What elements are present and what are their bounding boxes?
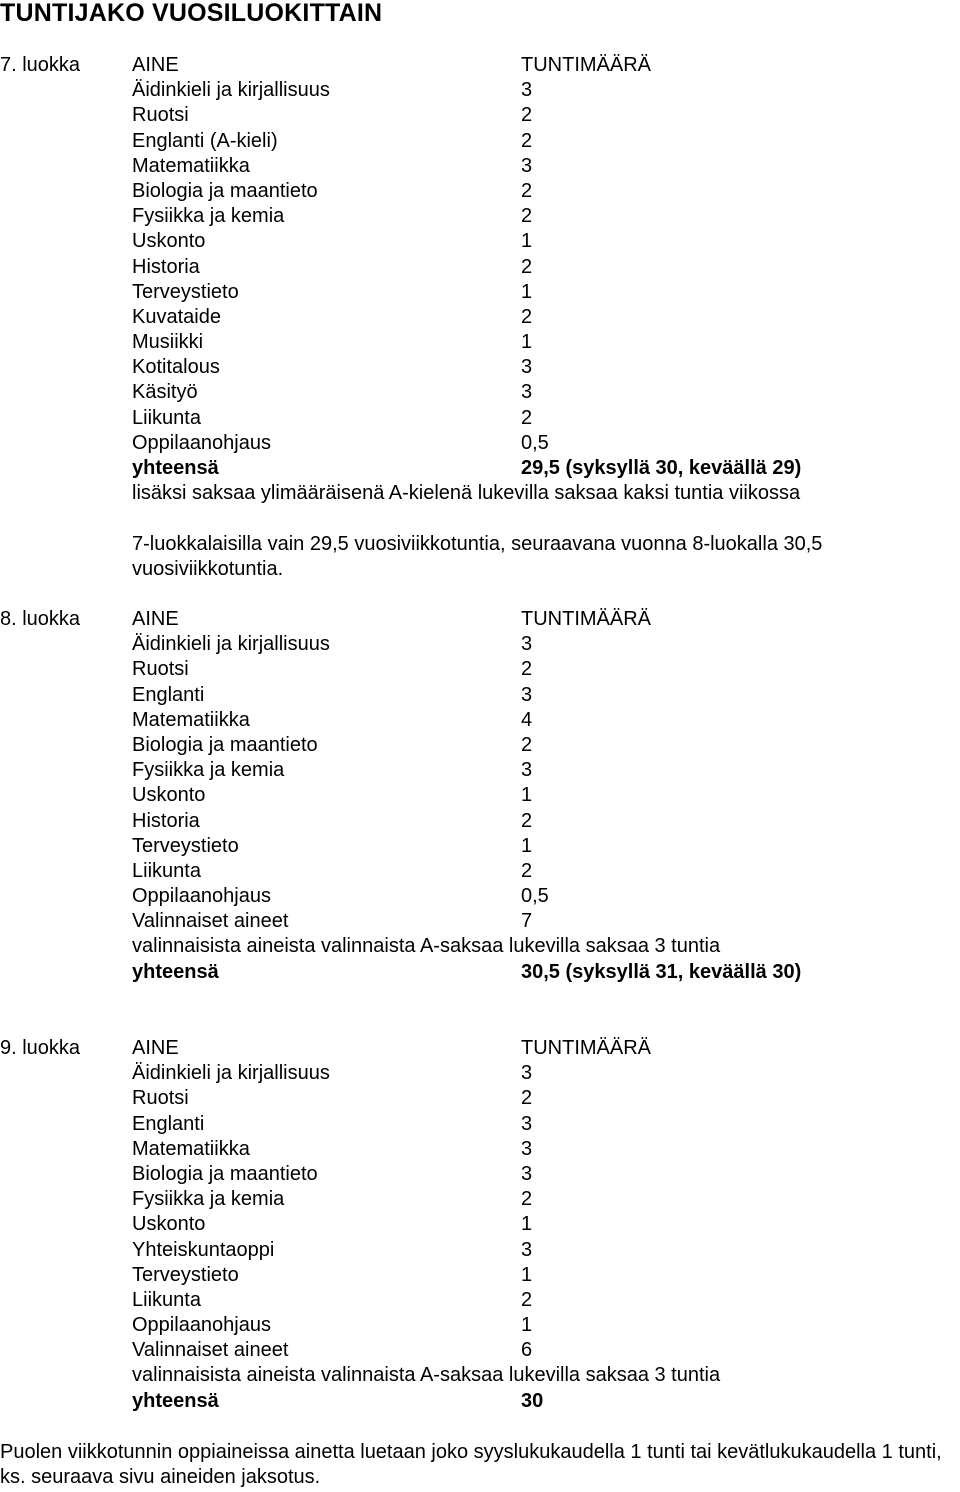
subject-hours: 2: [521, 305, 533, 328]
subject-name: Ruotsi: [132, 1087, 189, 1110]
grade-label: 8. luokka: [0, 608, 81, 630]
subject-row: [0, 809, 960, 834]
subject-name: Terveystieto: [132, 1263, 239, 1286]
subject-name: Liikunta: [132, 1288, 201, 1311]
subject-name: Oppilaanohjaus: [132, 431, 271, 454]
subject-hours: 6: [521, 1339, 533, 1362]
subject-hours: 3: [521, 1137, 533, 1160]
subject-name: Valinnaiset aineet: [132, 910, 289, 933]
subject-hours: 3: [521, 633, 533, 656]
header-row: [0, 53, 960, 78]
subject-row: [0, 909, 960, 934]
subject-hours: 1: [521, 230, 533, 253]
total-label: yhteensä: [132, 457, 219, 479]
subject-hours: 3: [521, 356, 533, 379]
subject-hours: 3: [521, 154, 533, 177]
subject-row: [0, 380, 960, 405]
subject-row: [0, 1137, 960, 1162]
subject-row: [0, 1162, 960, 1187]
subject-hours: 2: [521, 658, 533, 681]
subject-row: [0, 632, 960, 657]
subject-name: Uskonto: [132, 1213, 206, 1236]
subject-row: [0, 783, 960, 808]
column-header-hours: TUNTIMÄÄRÄ: [521, 1037, 651, 1059]
column-header-subject: AINE: [132, 1037, 179, 1059]
grade-label: 7. luokka: [0, 54, 81, 76]
subject-name: Terveystieto: [132, 280, 239, 303]
total-label: yhteensä: [132, 1389, 219, 1412]
subject-name: Matematiikka: [132, 1137, 250, 1160]
column-header-subject: AINE: [132, 54, 179, 76]
header-row: [0, 607, 960, 632]
subject-row: [0, 1313, 960, 1338]
subject-row: [0, 683, 960, 708]
subject-name: Liikunta: [132, 406, 201, 429]
subject-hours: 2: [521, 104, 533, 127]
subject-row: [0, 103, 960, 128]
total-row: [0, 456, 960, 481]
subject-row: [0, 431, 960, 456]
subject-name: Musiikki: [132, 331, 204, 354]
subject-name: Fysiikka ja kemia: [132, 759, 285, 782]
subject-name: Historia: [132, 809, 200, 832]
subject-row: [0, 229, 960, 254]
subject-hours: 1: [521, 331, 533, 354]
subject-row: [0, 884, 960, 909]
subject-name: Oppilaanohjaus: [132, 1314, 271, 1337]
column-header-hours: TUNTIMÄÄRÄ: [521, 608, 651, 630]
subject-name: Historia: [132, 255, 200, 278]
subject-row: [0, 733, 960, 758]
subject-name: Fysiikka ja kemia: [132, 1188, 285, 1211]
column-header-hours: TUNTIMÄÄRÄ: [521, 54, 651, 76]
footer-note: Puolen viikkotunnin oppiaineissa ainetta luetaan joko syyslukukaudella 1 tunti tai kevätlukukaudella 1 tunti, ks. seuraava sivu aineiden jaksotus.: [0, 1441, 942, 1488]
subject-row: [0, 355, 960, 380]
subject-hours: 1: [521, 834, 533, 857]
subject-name: Matematiikka: [132, 154, 250, 177]
subject-hours: 2: [521, 809, 533, 832]
subject-row: [0, 1238, 960, 1263]
note-text: lisäksi saksaa ylimääräisenä A-kielenä lukevilla saksaa kaksi tuntia viikossa: [132, 482, 801, 505]
note-row: [0, 1363, 960, 1388]
subject-row: [0, 859, 960, 884]
subject-row: [0, 1112, 960, 1137]
total-label: yhteensä: [132, 960, 219, 983]
subject-name: Valinnaiset aineet: [132, 1339, 289, 1362]
subject-name: Kuvataide: [132, 305, 221, 328]
subject-row: [0, 179, 960, 204]
total-row: [0, 1389, 960, 1414]
grade-9-section: [0, 1036, 960, 1414]
subject-row: [0, 1212, 960, 1237]
subject-row: [0, 1338, 960, 1363]
total-value: 29,5 (syksyllä 30, keväällä 29): [521, 457, 802, 479]
total-value: 30: [521, 1389, 544, 1412]
subject-hours: 1: [521, 1314, 533, 1337]
subject-row: [0, 255, 960, 280]
subject-hours: 3: [521, 683, 533, 706]
subject-name: Biologia ja maantieto: [132, 733, 318, 756]
subject-name: Yhteiskuntaoppi: [132, 1238, 275, 1261]
subject-name: Käsityö: [132, 381, 198, 404]
subject-row: [0, 78, 960, 103]
subject-name: Englanti: [132, 1112, 205, 1135]
total-row: [0, 960, 960, 985]
subject-hours: 2: [521, 859, 533, 882]
grade-label: 9. luokka: [0, 1037, 81, 1059]
note-text: valinnaisista aineista valinnaista A-saksaa lukevilla saksaa 3 tuntia: [132, 935, 721, 958]
subject-row: [0, 280, 960, 305]
subject-hours: 7: [521, 910, 533, 933]
subject-hours: 3: [521, 381, 533, 404]
subject-name: Ruotsi: [132, 104, 189, 127]
subject-name: Englanti (A-kieli): [132, 129, 278, 152]
note-row: [0, 934, 960, 959]
note-row: [0, 557, 960, 582]
subject-name: Ruotsi: [132, 658, 189, 681]
subject-hours: 3: [521, 1238, 533, 1261]
subject-row: [0, 204, 960, 229]
header-row: [0, 1036, 960, 1061]
subject-name: Biologia ja maantieto: [132, 1162, 318, 1185]
subject-row: [0, 1061, 960, 1086]
subject-name: Uskonto: [132, 784, 206, 807]
subject-name: Liikunta: [132, 859, 201, 882]
subject-hours: 0,5: [521, 885, 549, 908]
subject-name: Äidinkieli ja kirjallisuus: [132, 633, 330, 656]
subject-hours: 2: [521, 1188, 533, 1211]
subject-row: [0, 758, 960, 783]
subject-name: Äidinkieli ja kirjallisuus: [132, 1062, 330, 1085]
subject-name: Fysiikka ja kemia: [132, 205, 285, 228]
subject-row: [0, 406, 960, 431]
subject-row: [0, 1086, 960, 1111]
subject-row: [0, 305, 960, 330]
total-value: 30,5 (syksyllä 31, keväällä 30): [521, 960, 802, 983]
subject-name: Uskonto: [132, 230, 206, 253]
subject-row: [0, 129, 960, 154]
subject-hours: 1: [521, 1213, 533, 1236]
subject-hours: 3: [521, 759, 533, 782]
subject-row: [0, 1288, 960, 1313]
note-row: [0, 532, 960, 557]
subject-hours: 0,5: [521, 431, 549, 454]
grade-7-section: [0, 53, 960, 582]
note-text: vuosiviikkotuntia.: [132, 557, 284, 580]
subject-row: [0, 657, 960, 682]
subject-hours: 2: [521, 179, 533, 202]
column-header-subject: AINE: [132, 608, 179, 630]
subject-hours: 2: [521, 1288, 533, 1311]
note-row: [0, 481, 960, 506]
subject-hours: 3: [521, 1162, 533, 1185]
subject-row: [0, 708, 960, 733]
subject-name: Äidinkieli ja kirjallisuus: [132, 79, 330, 102]
note-text: 7-luokkalaisilla vain 29,5 vuosiviikkotuntia, seuraavana vuonna 8-luokalla 30,5: [132, 532, 823, 555]
note-row: [0, 506, 960, 531]
subject-row: [0, 1263, 960, 1288]
subject-row: [0, 834, 960, 859]
subject-hours: 3: [521, 1112, 533, 1135]
subject-hours: 2: [521, 1087, 533, 1110]
subject-name: Englanti: [132, 683, 205, 706]
page-title: TUNTIJAKO VUOSILUOKITTAIN: [0, 0, 383, 27]
subject-hours: 2: [521, 733, 533, 756]
subject-hours: 1: [521, 280, 533, 303]
subject-hours: 2: [521, 205, 533, 228]
subject-row: [0, 330, 960, 355]
subject-name: Matematiikka: [132, 708, 250, 731]
subject-hours: 1: [521, 1263, 533, 1286]
note-text: valinnaisista aineista valinnaista A-saksaa lukevilla saksaa 3 tuntia: [132, 1364, 721, 1387]
subject-name: Biologia ja maantieto: [132, 179, 318, 202]
subject-row: [0, 1187, 960, 1212]
subject-name: Kotitalous: [132, 356, 220, 379]
subject-name: Oppilaanohjaus: [132, 885, 271, 908]
grade-8-section: [0, 607, 960, 985]
subject-hours: 2: [521, 129, 533, 152]
subject-row: [0, 154, 960, 179]
subject-hours: 4: [521, 708, 533, 731]
subject-hours: 3: [521, 1062, 533, 1085]
subject-hours: 2: [521, 255, 533, 278]
subject-name: Terveystieto: [132, 834, 239, 857]
subject-hours: 2: [521, 406, 533, 429]
subject-hours: 3: [521, 79, 533, 102]
subject-hours: 1: [521, 784, 533, 807]
